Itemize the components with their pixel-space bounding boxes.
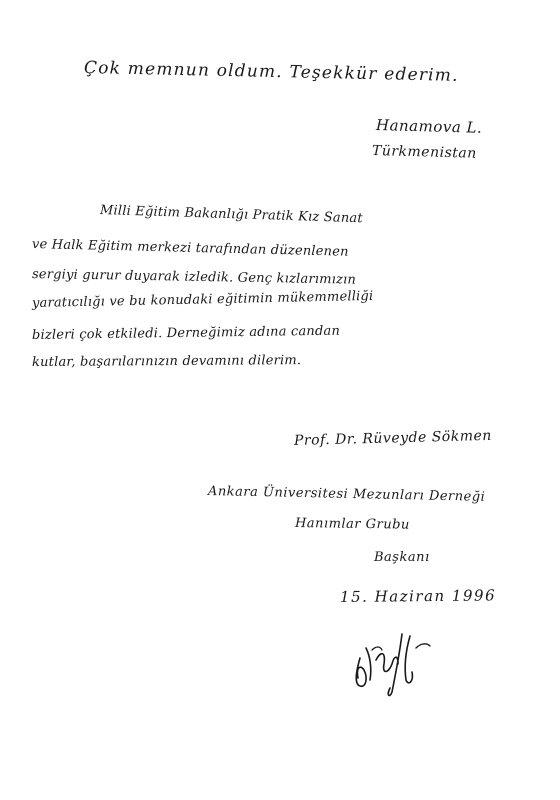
note1-name: Hanamova L.	[375, 116, 483, 137]
note2-signer: Prof. Dr. Rüveyde Sökmen	[293, 427, 492, 449]
note2-body-line: ve Halk Eğitim merkezi tarafından düzenlenen	[31, 237, 349, 260]
note2-role: Başkanı	[374, 550, 430, 565]
handwritten-signature	[346, 620, 446, 700]
note2-body-line: bizleri çok etkiledi. Derneğimiz adına candan	[31, 323, 341, 343]
note1-country: Türkmenistan	[371, 143, 477, 162]
note2-body-line: kutlar, başarılarınızın devamını dilerim.	[31, 353, 302, 370]
note1-message: Çok memnun oldum. Teşekkür ederim.	[83, 58, 459, 86]
note2-branch: Hanımlar Grubu	[294, 516, 410, 533]
note2-body-line: yaratıcılığı ve bu konudaki eğitimin mükemmelliği	[31, 288, 374, 311]
note2-date: 15. Haziran 1996	[339, 586, 497, 606]
note2-body-line: Milli Eğitim Bakanlığı Pratik Kız Sanat	[99, 203, 363, 227]
note2-body-line: sergiyi gurur duyarak izledik. Genç kızlarımızın	[31, 267, 357, 288]
note2-organization: Ankara Üniversitesi Mezunları Derneği	[207, 484, 486, 505]
